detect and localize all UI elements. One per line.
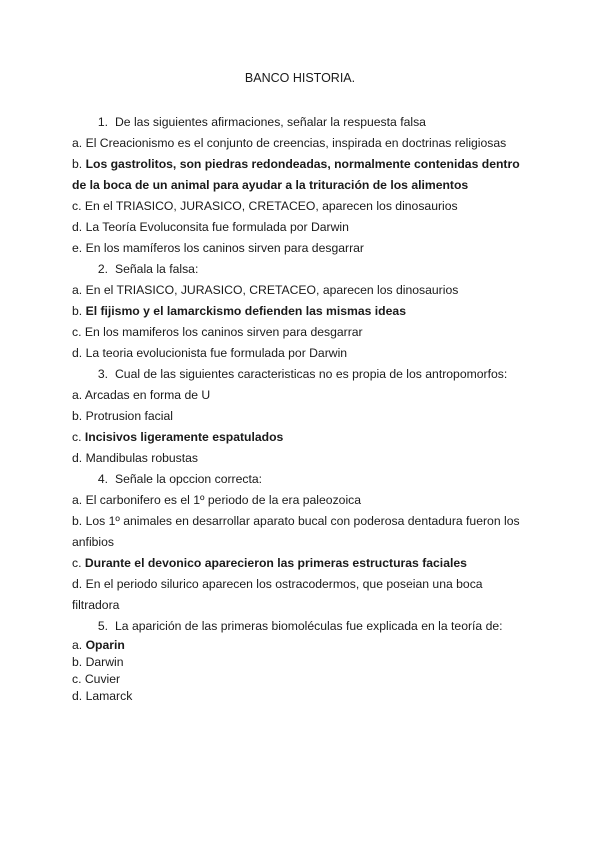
answer-option [72,654,532,671]
option-text: La Teoría Evoluconsita fue formulada por Darwin [85,220,349,234]
answer-option [72,574,532,616]
question-text: Señale la opccion correcta: [115,472,263,486]
option-text: Los 1º animales en desarrollar aparato bucal con poderosa dentadura fueron los anfibios [72,514,520,549]
answer-option [72,280,532,301]
option-letter: c. [72,325,82,339]
answer-option-highlighted [72,154,532,196]
answer-option [72,385,532,406]
option-letter: c. [72,199,82,213]
answer-option-highlighted [72,301,532,322]
option-letter: d. [72,451,83,465]
option-letter: a. [72,283,83,297]
question-heading [72,364,532,385]
option-letter: b. [72,157,83,171]
option-text: Arcadas en forma de U [84,388,211,402]
answer-option [72,133,532,154]
option-letter: d. [72,689,83,703]
document-title: BANCO HISTORIA. [244,71,356,85]
answer-option [72,490,532,511]
question-heading [72,616,532,637]
option-letter: b. [72,655,83,669]
answer-option [72,511,532,553]
option-letter: a. [72,136,83,150]
answer-option [72,448,532,469]
question-text: Señala la falsa: [115,262,199,276]
answer-option [72,238,532,259]
option-letter: c. [72,672,82,686]
question-text: Cual de las siguientes caracteristicas no es propia de los antropomorfos: [115,367,508,381]
option-text: Incisivos ligeramente espatulados [84,430,284,444]
question-number: 3. [97,367,108,381]
option-letter: a. [72,638,83,652]
question-number: 2. [97,262,108,276]
option-letter: c. [72,556,82,570]
option-letter: c. [72,430,82,444]
option-text: En los mamiferos los caninos sirven para desgarrar [84,325,363,339]
answer-option-highlighted [72,637,532,654]
option-letter: a. [72,493,83,507]
option-text: Los gastrolitos, son piedras redondeadas, normalmente contenidas dentro de la boca de un animal para ayudar a la trituración de los alimentos [72,157,520,192]
option-text: Oparin [85,638,125,652]
answer-option [72,406,532,427]
question-block [72,364,532,469]
question-heading [72,259,532,280]
question-number: 1. [97,115,108,129]
option-letter: d. [72,220,83,234]
option-text: En el TRIASICO, JURASICO, CRETACEO, aparecen los dinosaurios [84,199,458,213]
option-letter: b. [72,304,83,318]
answer-option [72,196,532,217]
answer-option-highlighted [72,553,532,574]
answer-option [72,688,532,705]
document-body [72,112,532,705]
question-block [72,112,532,259]
question-block [72,259,532,364]
question-block [72,616,532,705]
option-text: Protrusion facial [85,409,173,423]
question-text: De las siguientes afirmaciones, señalar la respuesta falsa [115,115,426,129]
option-text: El fijismo y el lamarckismo defienden las mismas ideas [85,304,406,318]
option-letter: d. [72,346,83,360]
answer-option [72,217,532,238]
option-text: Darwin [85,655,124,669]
answer-option [72,322,532,343]
option-text: En los mamíferos los caninos sirven para desgarrar [85,241,364,255]
question-number: 4. [97,472,108,486]
option-text: En el periodo silurico aparecen los ostracodermos, que poseian una boca filtradora [72,577,483,612]
option-text: Cuvier [84,672,121,686]
option-text: Mandibulas robustas [85,451,199,465]
option-letter: e. [72,241,83,255]
answer-option [72,343,532,364]
option-text: La teoria evolucionista fue formulada por Darwin [85,346,348,360]
question-number: 5. [97,619,108,633]
answer-option [72,671,532,688]
option-text: En el TRIASICO, JURASICO, CRETACEO, aparecen los dinosaurios [85,283,459,297]
option-text: Lamarck [85,689,133,703]
question-heading [72,112,532,133]
option-text: El carbonifero es el 1º periodo de la era paleozoica [85,493,362,507]
answer-option-highlighted [72,427,532,448]
option-text: El Creacionismo es el conjunto de creencias, inspirada en doctrinas religiosas [85,136,507,150]
option-letter: b. [72,409,83,423]
option-letter: a. [72,388,83,402]
option-text: Durante el devonico aparecieron las primeras estructuras faciales [84,556,467,570]
question-text: La aparición de las primeras biomoléculas fue explicada en la teoría de: [115,619,503,633]
option-letter: b. [72,514,83,528]
question-block [72,469,532,616]
option-letter: d. [72,577,83,591]
question-heading [72,469,532,490]
